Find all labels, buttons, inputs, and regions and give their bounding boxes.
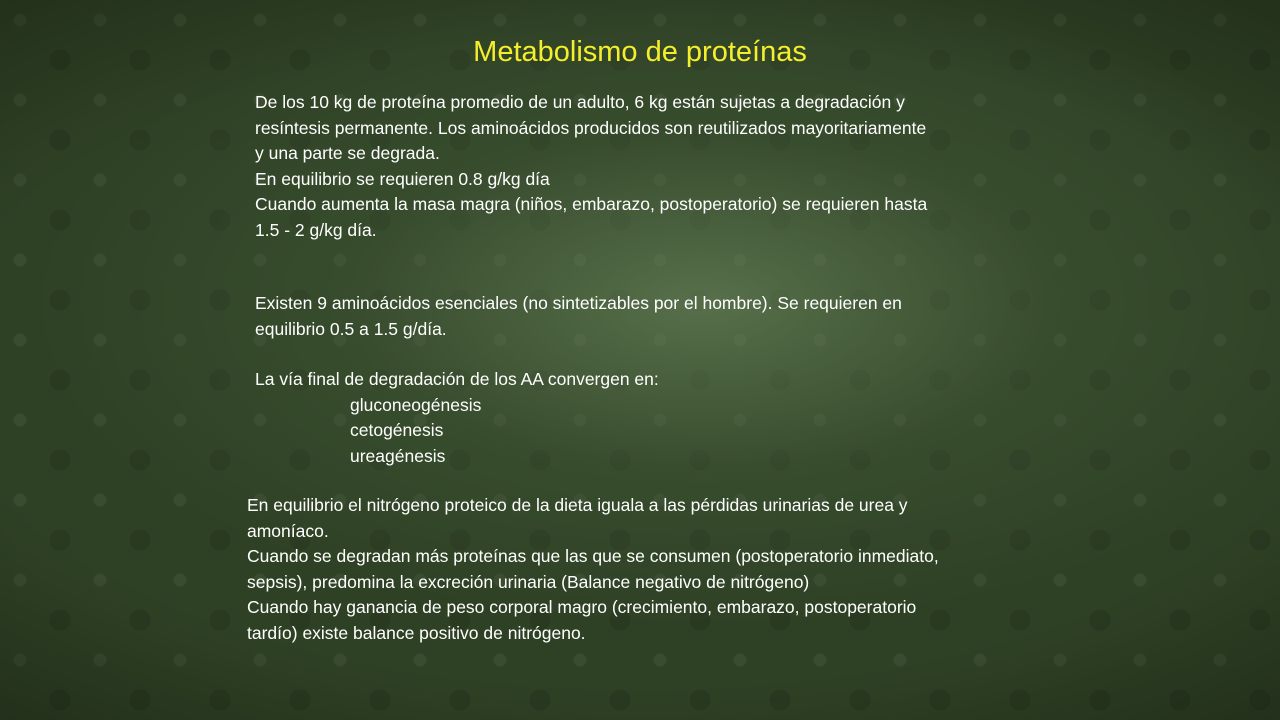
paragraph-nitrogen-balance [247, 493, 939, 646]
text-line: equilibrio 0.5 a 1.5 g/día. [255, 318, 447, 339]
list-item: cetogénesis [350, 420, 444, 440]
text-line: En equilibrio se requieren 0.8 g/kg día [255, 168, 550, 189]
paragraph-essential-amino-acids [255, 291, 902, 342]
text-line: amoníaco. [247, 520, 329, 541]
list-item: gluconeogénesis [350, 394, 482, 415]
text-line: tardío) existe balance positivo de nitrógeno. [247, 622, 586, 643]
text-line: En equilibrio el nitrógeno proteico de la dieta iguala a las pérdidas urinarias de urea y [247, 495, 908, 515]
paragraph-degradation-pathways [255, 367, 659, 469]
text-line: De los 10 kg de proteína promedio de un adulto, 6 kg están sujetas a degradación y [255, 92, 905, 112]
text-line: y una parte se degrada. [255, 143, 440, 163]
text-line: resíntesis permanente. Los aminoácidos producidos son reutilizados mayoritariamente [255, 117, 927, 138]
text-line: Cuando aumenta la masa magra (niños, embarazo, postoperatorio) se requieren hasta [255, 194, 928, 214]
text-line: La vía final de degradación de los AA convergen en: [255, 369, 659, 389]
text-line: sepsis), predomina la excreción urinaria (Balance negativo de nitrógeno) [247, 571, 810, 592]
text-line: 1.5 - 2 g/kg día. [255, 219, 377, 240]
text-line: Cuando se degradan más proteínas que las que se consumen (postoperatorio inmediato, [247, 546, 939, 566]
text-line: Existen 9 aminoácidos esenciales (no sintetizables por el hombre). Se requieren en [255, 293, 902, 313]
text-line: Cuando hay ganancia de peso corporal magro (crecimiento, embarazo, postoperatorio [247, 597, 917, 617]
paragraph-protein-turnover [255, 90, 927, 243]
slide-title: Metabolismo de proteínas [473, 36, 807, 68]
list-item: ureagénesis [350, 445, 446, 466]
